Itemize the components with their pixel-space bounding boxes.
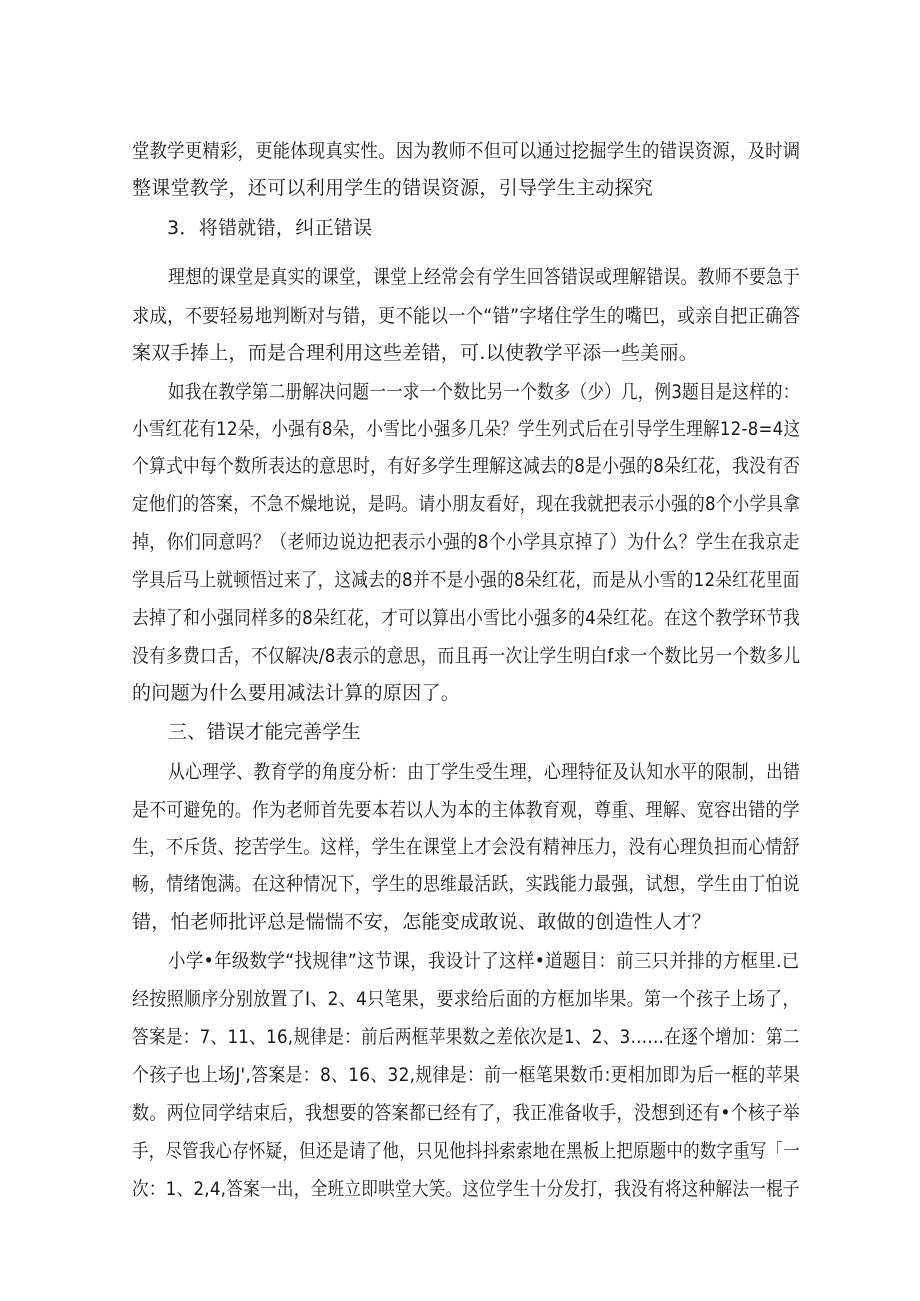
- text-line: 次：1、2,4,答案一出，全班立即哄堂大笑。这位学生十分发打，我没有将这种解法一棍子: [132, 1178, 800, 1200]
- text-line: 是不可避免的。作为老师首先要本若以人为本的主体教育观，尊重、理解、宽容出错的学: [132, 799, 800, 821]
- text-line: 如我在教学第二册解决问题一一求一个数比另一个数多（少）几，例3题目是这样的：: [168, 381, 800, 403]
- section-heading: 3．将错就错，纠正错误: [167, 217, 373, 239]
- text-line: 堂教学更精彩，更能体现真实性。因为教师不但可以通过挖掘学生的错误资源，及时调: [132, 140, 801, 162]
- text-line: 定他们的答案，不急不燥地说，是吗。请小朋友看好，现在我就把表示小强的8个小学具拿: [132, 493, 801, 515]
- text-line: 掉，你们同意吗？（老师边说边把表示小强的8个小学具京掉了）为什么？学生在我京走: [132, 531, 800, 553]
- text-line: 小雪红花有12朵，小强有8朵，小雪比小强多几朵？学生列式后在引导学生理解12-8=4这: [132, 418, 801, 440]
- text-line: 求成，不要轻易地判断对与错，更不能以一个“错”字堵住学生的嘴巴，或亲自把正确答: [132, 305, 801, 327]
- text-line: 畅，情绪饱满。在这种情况下，学生的思维最活跃，实践能力最强，试想，学生由丁怕说: [132, 873, 800, 895]
- text-line: 去掉了和小强同样多的8朵红花，才可以算出小雪比小强多的4朵红花。在这个教学环节我: [132, 607, 801, 629]
- text-line: 整课堂教学，还可以利用学生的错误资源，引导学生主动探究: [132, 177, 654, 199]
- text-line: 手，尽管我心存怀疑，但还是请了他，只见他抖抖索索地在黑板上把原题中的数字重写「一: [132, 1140, 801, 1162]
- text-line: 经按照顺序分别放置了Ⅰ、2、4只笔果，要求给后面的方框加毕果。第一个孩子上场了，: [132, 988, 800, 1010]
- text-line: 个孩子也上场J',答案是：8、16、32,规律是：前一框笔果数币:更相加即为后一框的苹果: [132, 1064, 800, 1086]
- text-line: 答案是：7、11、16,规律是：前后两框苹果数之差依次是1、2、3……在逐个增加：第二: [132, 1026, 800, 1048]
- text-line: 没有多费口舌，不仅解决/8表示的意思，而且再一次让学生明白f求一个数比另一个数多儿: [132, 645, 801, 667]
- text-line: 案双手捧上，而是合理利用这些差错，可.以使教学平添一些美丽。: [132, 342, 699, 364]
- text-line: 小学•年级数学“找规律”这节课，我设计了这样•道题目：前三只并排的方框里.已: [168, 950, 800, 972]
- text-line: 的问题为什么要用减法计算的原因了。: [132, 682, 461, 704]
- text-line: 错，怕老师批评总是惴惴不安，怎能变成敢说、敢做的创造性人才？: [132, 911, 712, 933]
- text-line: 生，不斥货、挖苦学生。这样，学生在课堂上才会没有精神压力，没有心理负担而心情舒: [132, 836, 800, 858]
- text-line: 学具后马上就顿悟过来了，这减去的8并不是小强的8朵红花，而是从小雪的12朵红花里面: [132, 569, 800, 591]
- text-line: 理想的课堂是真实的课堂，课堂上经常会有学生回答错误或理解错误。教师不要急于: [168, 266, 801, 288]
- section-heading: 三、错误才能完善学生: [168, 721, 362, 743]
- text-line: 个算式中每个数所表达的意思时，有好多学生理解这减去的8是小强的8朵红花，我没有否: [132, 455, 801, 477]
- text-line: 从心理学、教育学的角度分析：由丁学生受生理，心理特征及认知水平的限制，出错: [168, 761, 801, 783]
- text-line: 数。两位同学结束后，我想要的答案都已经有了，我正准备收手，没想到还有•个核子举: [132, 1102, 800, 1124]
